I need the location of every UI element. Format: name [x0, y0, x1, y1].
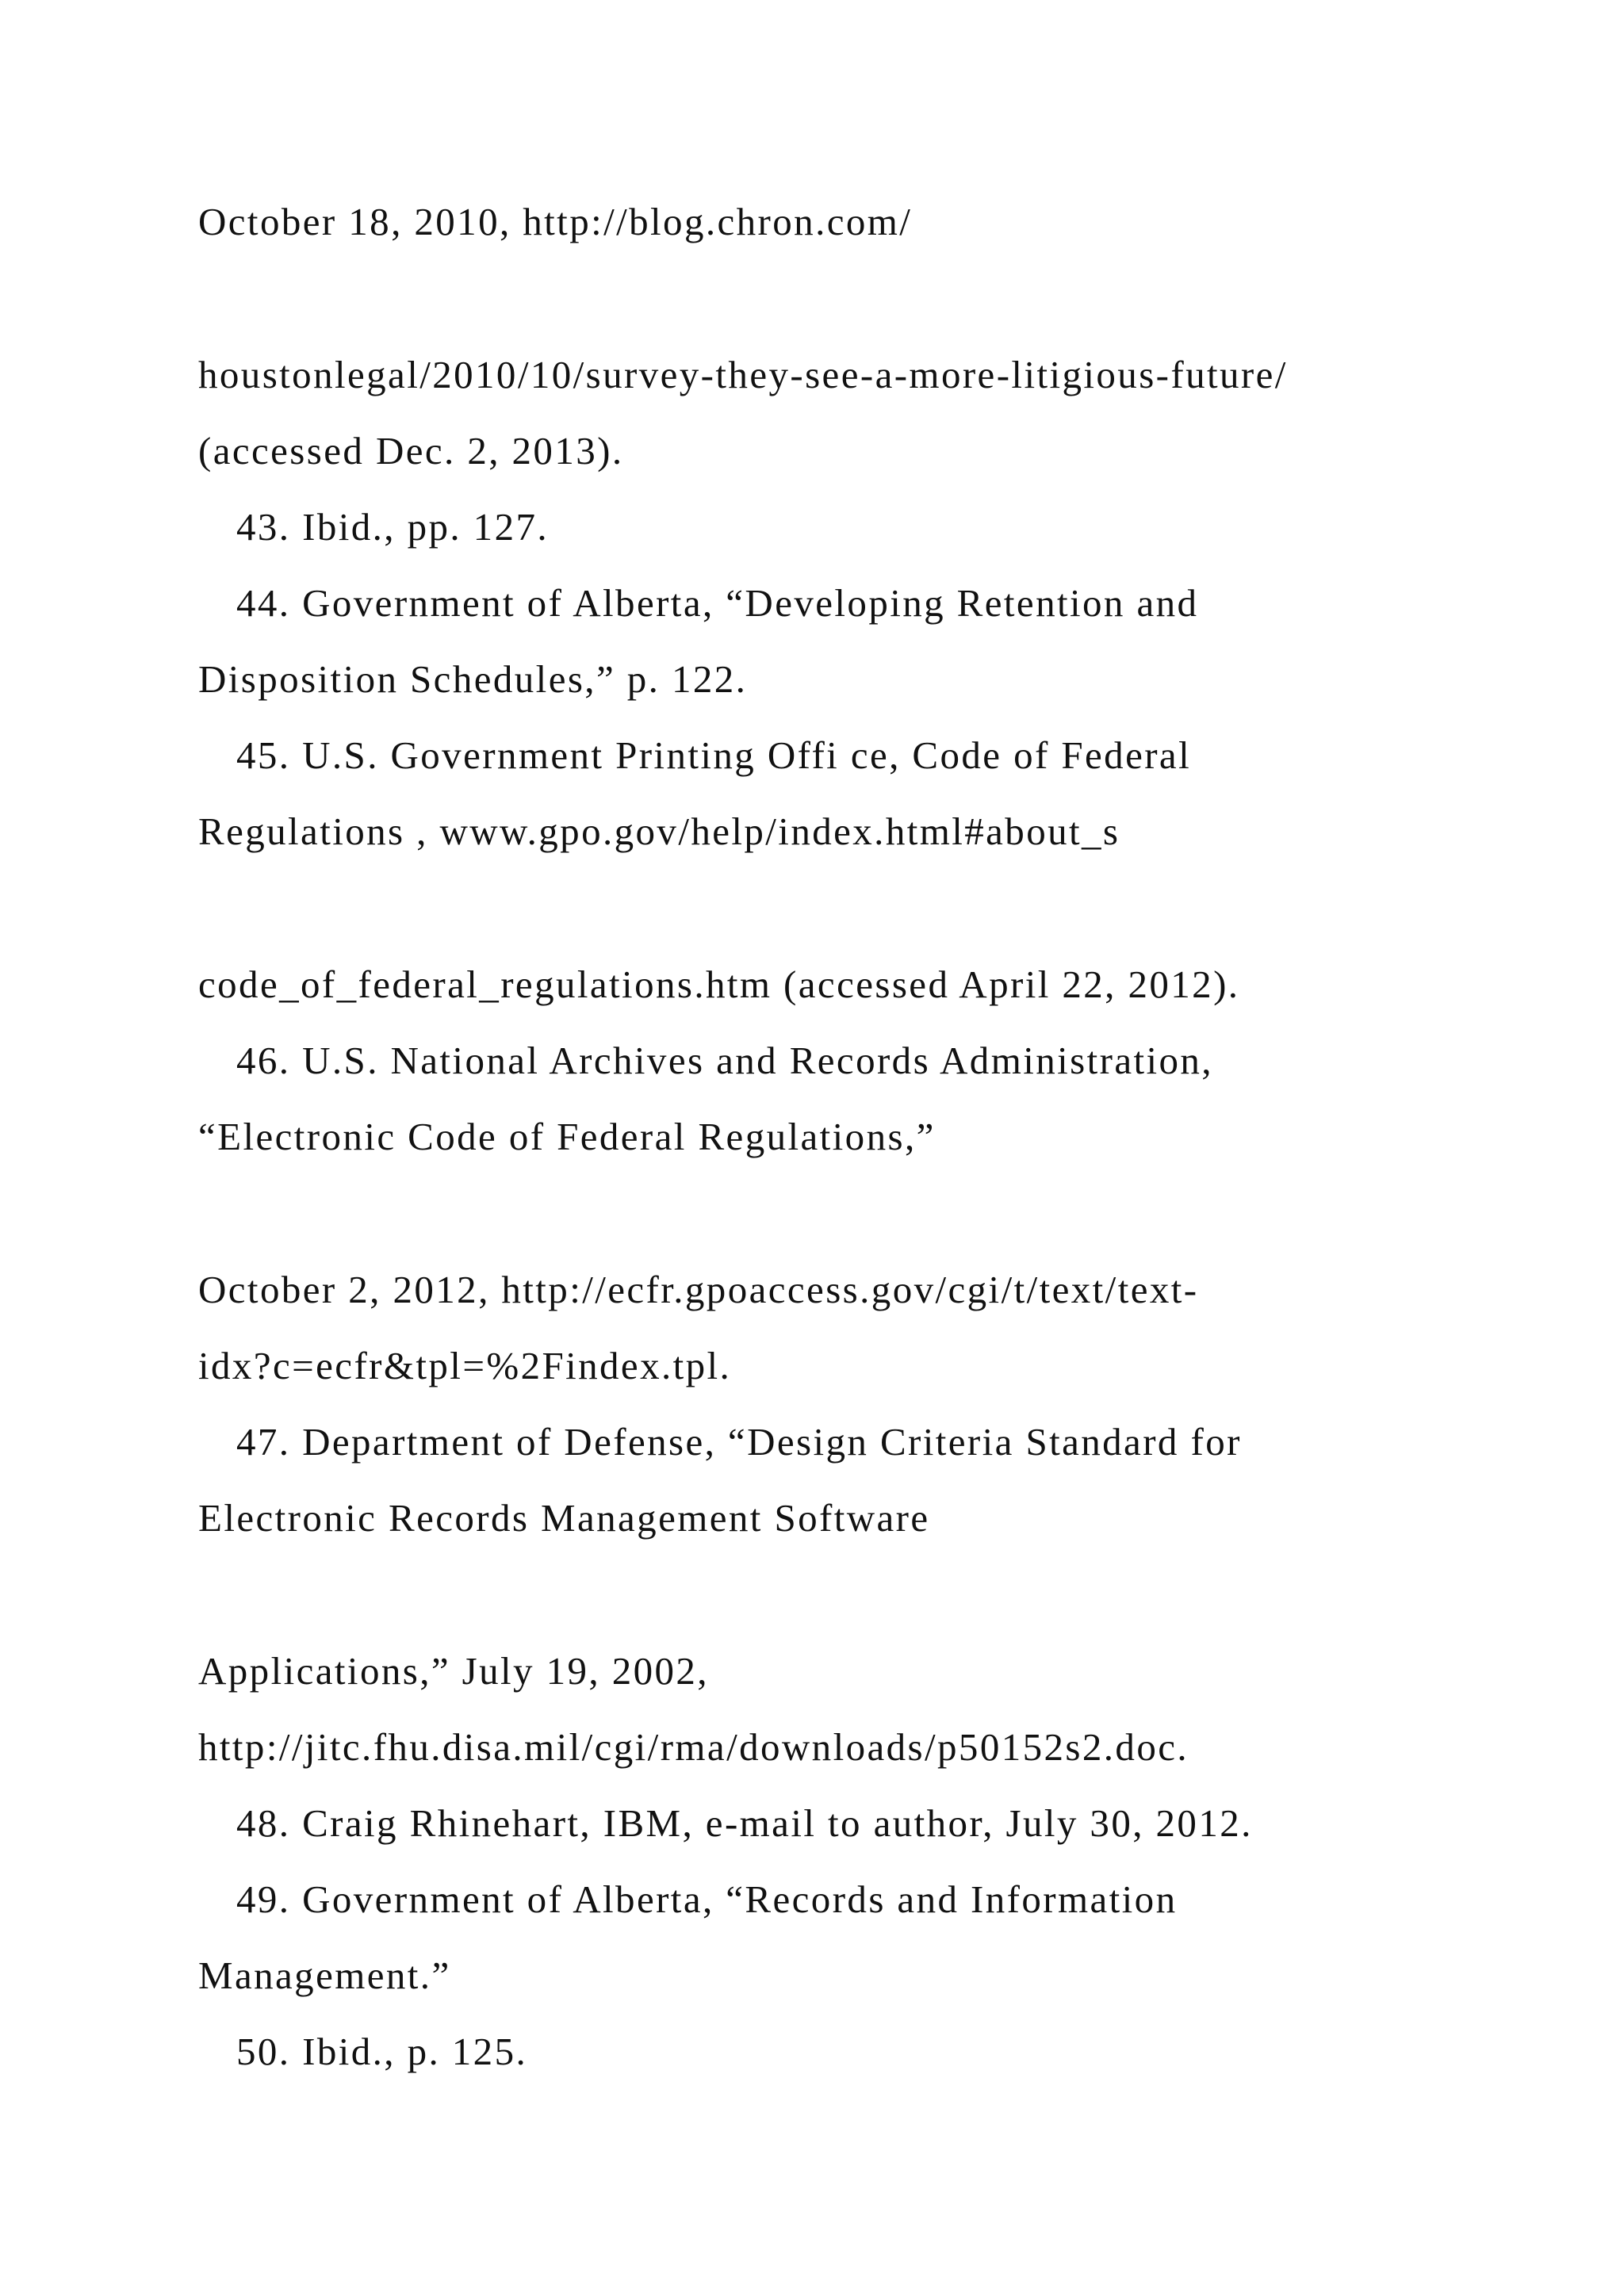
- endnote-46: 46. U.S. National Archives and Records Administration,: [236, 1039, 1213, 1082]
- text-line: Applications,” July 19, 2002,: [198, 1649, 709, 1693]
- text-line: houstonlegal/2010/10/survey-they-see-a-more-litigious-future/: [198, 353, 1288, 396]
- text-line: idx?c=ecfr&tpl=%2Findex.tpl.: [198, 1344, 732, 1387]
- text-line: Electronic Records Management Software: [198, 1496, 930, 1540]
- endnote-50: 50. Ibid., p. 125.: [236, 2030, 528, 2073]
- endnote-45: 45. U.S. Government Printing Offi ce, Code of Federal: [236, 733, 1192, 777]
- endnote-49: 49. Government of Alberta, “Records and Information: [236, 1877, 1178, 1921]
- text-line: October 18, 2010, http://blog.chron.com/: [198, 200, 913, 243]
- endnote-44: 44. Government of Alberta, “Developing Retention and: [236, 581, 1199, 625]
- text-line: code_of_federal_regulations.htm (accessed April 22, 2012).: [198, 962, 1240, 1006]
- text-line: Management.”: [198, 1954, 451, 1997]
- text-line: October 2, 2012, http://ecfr.gpoaccess.gov/cgi/t/text/text-: [198, 1268, 1199, 1311]
- text-line: Regulations , www.gpo.gov/help/index.html#about_s: [198, 809, 1120, 853]
- text-line: (accessed Dec. 2, 2013).: [198, 429, 624, 473]
- text-line: “Electronic Code of Federal Regulations,”: [198, 1115, 936, 1158]
- text-line: http://jitc.fhu.disa.mil/cgi/rma/downloads/p50152s2.doc.: [198, 1725, 1189, 1769]
- endnote-48: 48. Craig Rhinehart, IBM, e-mail to author, July 30, 2012.: [236, 1801, 1253, 1845]
- text-line: Disposition Schedules,” p. 122.: [198, 657, 748, 701]
- endnote-47: 47. Department of Defense, “Design Criteria Standard for: [236, 1420, 1242, 1464]
- endnote-43: 43. Ibid., pp. 127.: [236, 505, 550, 549]
